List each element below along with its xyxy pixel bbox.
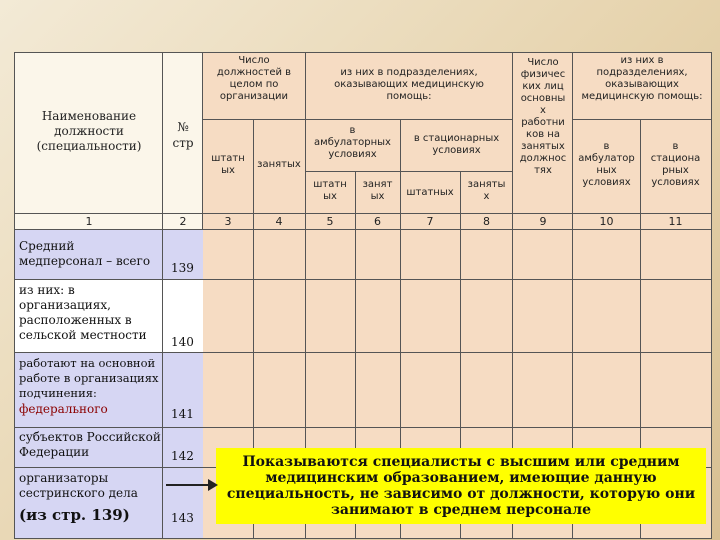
header-stat-occupied: заняты х: [467, 179, 506, 202]
colnum-3: 3: [224, 215, 232, 228]
colnum-2: 2: [179, 215, 187, 228]
row-141-label: работают на основной работе в организациях подчинения:: [19, 356, 159, 400]
row-142-label: субъектов Российской Федерации: [19, 430, 161, 459]
colnum-8: 8: [483, 215, 490, 228]
colnum-5: 5: [326, 215, 334, 228]
row-141-num: 141: [171, 407, 194, 421]
header-ambulatory: в амбулаторных условиях: [314, 125, 391, 160]
colnum-10: 10: [599, 215, 614, 228]
row-143-label-ref: (из стр. 139): [19, 506, 130, 524]
row-139-label: Средний медперсонал – всего: [19, 239, 151, 268]
header-stat-staff: штатных: [406, 187, 454, 198]
row-143-label: организаторы сестринского дела: [19, 471, 138, 500]
header-num: № стр: [172, 120, 194, 150]
pointer-arrow-icon: [166, 484, 216, 486]
header-persons-stat: в стациона рных условиях: [650, 141, 701, 188]
row-140-label: из них: в организациях, расположенных в сельской местности: [19, 283, 147, 342]
header-stationary: в стационарных условиях: [413, 133, 500, 156]
colnum-9: 9: [539, 215, 547, 228]
colnum-1: 1: [85, 215, 93, 228]
row-140-num: 140: [171, 335, 194, 349]
colnum-11: 11: [668, 215, 683, 228]
row-139-num: 139: [171, 261, 194, 275]
colnum-7: 7: [426, 215, 434, 228]
header-positions-total: Число должностей в целом по организации: [216, 55, 292, 102]
header-of-them-units: из них в подразделениях, оказывающих медицинскую помощь:: [334, 67, 484, 102]
header-persons-amb: в амбулатор ных условиях: [578, 141, 635, 188]
header-occupied: занятых: [257, 159, 301, 170]
header-staff: штатн ых: [211, 153, 245, 176]
row-142-num: 142: [171, 449, 194, 463]
header-amb-occupied: занят ых: [362, 179, 393, 202]
row-141-label-federal: федерального: [19, 402, 108, 416]
colnum-6: 6: [374, 215, 381, 228]
row-143-num-bg: [163, 467, 203, 538]
header-amb-staff: штатн ых: [313, 179, 347, 202]
header-persons-units: из них в подразделениях, оказывающих медицинскую помощь:: [581, 55, 703, 102]
explanation-note: Показываются специалисты с высшим или средним медицинским образованием, имеющие данную специальность, не зависимо от должности, которую они занимают в среднем персонале: [216, 448, 706, 524]
header-name: Наименование должности (специальности): [36, 109, 142, 153]
colnum-4: 4: [275, 215, 283, 228]
row-143-num: 143: [171, 511, 194, 525]
header-persons: Число физичес ких лиц основны х работни ков на занятых должнос тях: [519, 57, 567, 176]
